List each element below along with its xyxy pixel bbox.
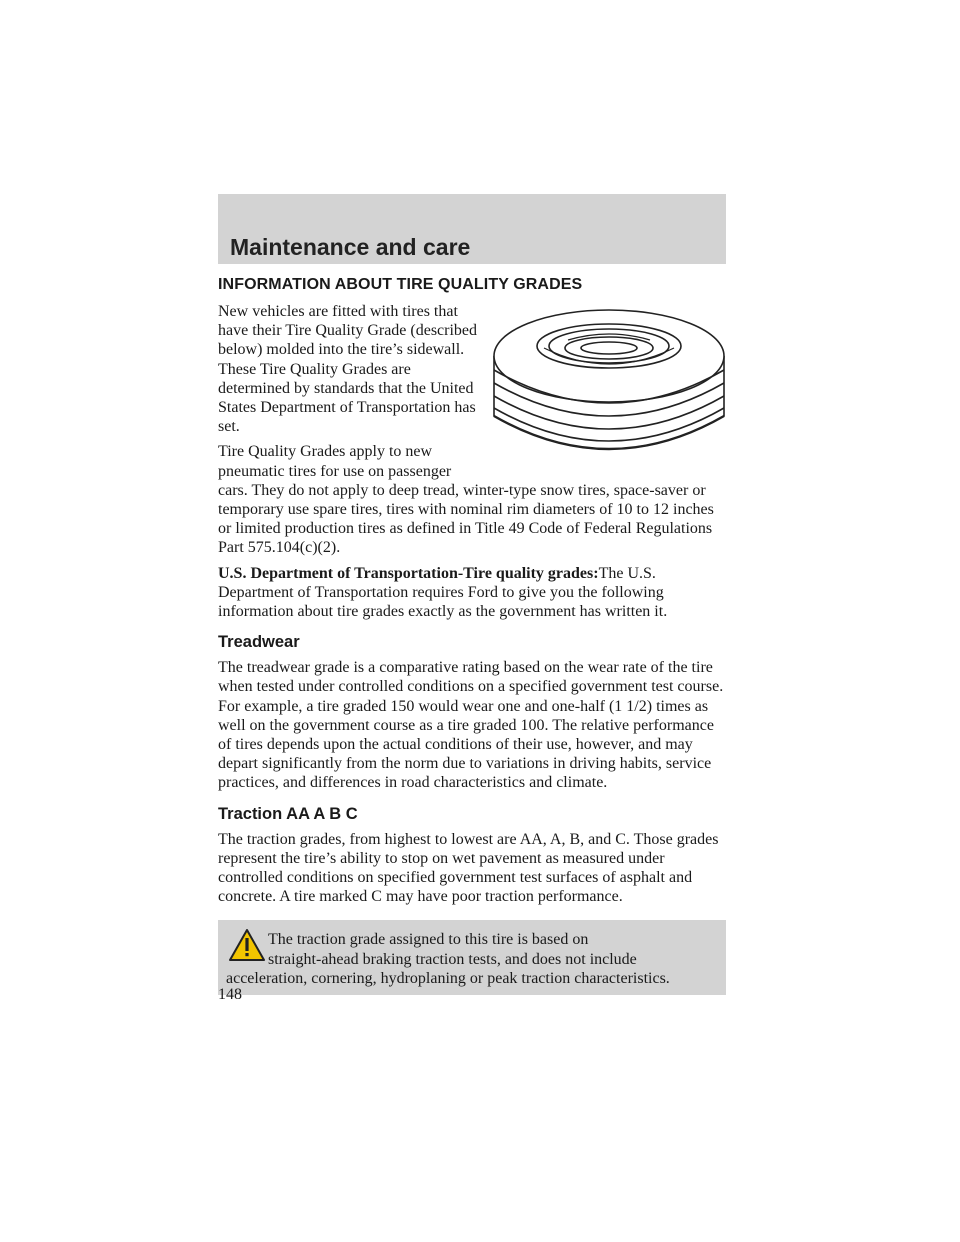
page-number: 148 [218, 986, 242, 1003]
tire-icon [488, 304, 730, 464]
treadwear-paragraph: The treadwear grade is a comparative rating based on the wear rate of the tire when tested under controlled conditions on a specified government test course. For example, a tire graded 150 would wear one and one-half (1 1/2) times as well on the government course as a tire graded 100. The relative performance of tires depends upon the actual conditions of their use, however, and may depart significantly from the norm due to variations in driving habits, service practices, and differences in road characteristics and climate. [218, 659, 724, 792]
applicability-paragraph: Tire Quality Grades apply to new pneumatic tires for use on passenger cars. They do not apply to deep tread, winter-type snow tires, space-saver or temporary use spare tires, tires with nominal rim diameters of 10 to 12 inches or limited production tires as defined in Title 49 Code of Federal Regulations Part 575.104(c)(2). [218, 443, 714, 557]
treadwear-heading: Treadwear [218, 633, 300, 652]
warning-line-1: The traction grade assigned to this tire is based on [268, 931, 589, 949]
dot-lead: U.S. Department of Transportation-Tire quality grades: [218, 564, 599, 582]
page-content [218, 276, 726, 995]
traction-heading: Traction AA A B C [218, 804, 358, 823]
tire-illustration [488, 304, 730, 464]
warning-triangle-icon [228, 928, 266, 962]
warning-line-2: straight-ahead braking traction tests, and does not include acceleration, cornering, hydroplaning or peak traction characteristics. [226, 950, 670, 987]
intro-paragraph: New vehicles are fitted with tires that have their Tire Quality Grade (described below) molded into the tire’s sidewall. These Tire Quality Grades are determined by standards that the United States Department of Transportation has set. [218, 303, 478, 436]
traction-warning-box [218, 920, 726, 995]
section-header [218, 194, 726, 264]
tire-grades-heading: INFORMATION ABOUT TIRE QUALITY GRADES [218, 276, 583, 293]
traction-paragraph: The traction grades, from highest to lowest are AA, A, B, and C. Those grades represent the tire’s ability to stop on wet pavement as measured under controlled conditions on specified government test surfaces of asphalt and concrete. A tire marked C may have poor traction performance. [218, 830, 719, 906]
section-title: Maintenance and care [230, 234, 471, 260]
dot-paragraph [218, 564, 726, 622]
dot-text: The U.S. Department of Transportation requires Ford to give you the following information about tire grades exactly as the government has written it. [218, 564, 668, 621]
